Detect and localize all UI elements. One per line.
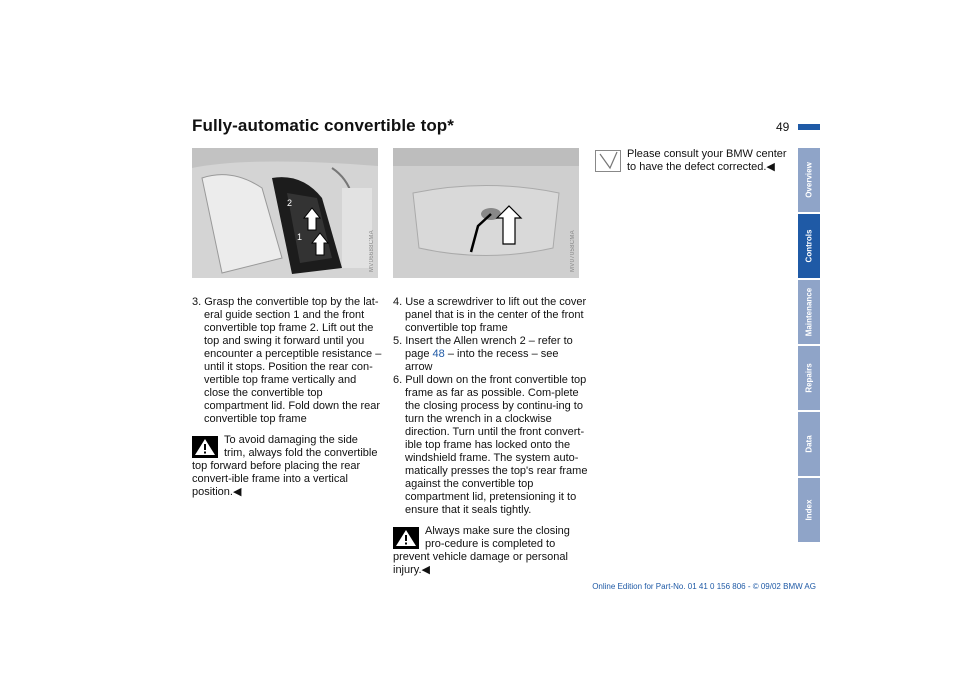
page-reference-link[interactable]: 48 (432, 348, 445, 360)
warning-note-text: Always make sure the closing pro-cedure is completed to prevent vehicle damage or personal injury.◀ (393, 525, 570, 576)
tab-controls[interactable] (798, 214, 820, 278)
figure-convertible-top-guide-drawing (192, 148, 378, 278)
section-tabs (798, 148, 820, 544)
tab-label: Repairs (804, 363, 814, 393)
warning-triangle-icon (192, 436, 218, 458)
step-4: 4. Use a screwdriver to lift out the cover panel that is in the center of the front convertible top frame (393, 296, 587, 334)
svg-text:2: 2 (287, 198, 293, 208)
tab-label: Index (804, 499, 814, 521)
page-marker (798, 124, 820, 130)
tab-label: Data (804, 435, 814, 453)
warning-note (393, 525, 589, 577)
tab-index[interactable] (798, 478, 820, 542)
warning-note (192, 434, 382, 499)
step-6: 6. Pull down on the front convertible top frame as far as possible. Com-plete the closing process by continu-ing to turn the wrench in a clockwise direction. Turn until the front convert-ible top frame has locked onto the windshield frame. The system auto-matically presses the top's rear frame against the convertible top compartment lid, pretensioning it to ensure that it seals tightly. (393, 374, 588, 516)
figure-convertible-top-guide (192, 148, 378, 278)
page-number: 49 (776, 120, 790, 134)
step-3: 3. Grasp the convertible top by the lat-eral guide section 1 and the front convertible top frame 2. Lift out the top and swing it forward until you encounter a perceptible resistance – until it stops. Position the rear con-vertible top frame vertically and close the convertible top compartment lid. Fold down the rear convertible top frame (192, 296, 382, 425)
step-5 (393, 335, 589, 374)
step-5-text: 5. Insert the Allen wrench 2 – refer to page (393, 335, 573, 360)
column-1 (192, 296, 382, 499)
svg-text:1: 1 (297, 232, 303, 242)
info-check-icon (595, 150, 621, 172)
warning-note-text: To avoid damaging the side trim, always fold the convertible top forward before placing the rear convert-ible frame into a vertical position.◀ (192, 434, 378, 498)
warning-triangle-icon (393, 527, 419, 549)
figure-id: MV06688CMA (369, 229, 375, 272)
step-5-text-end: – into the recess – see arrow (405, 348, 559, 373)
footer-edition: Online Edition for Part-No. 01 41 0 156 806 - © 09/02 BMW AG (592, 582, 816, 591)
tab-repairs[interactable] (798, 346, 820, 410)
tab-overview[interactable] (798, 148, 820, 212)
tab-data[interactable] (798, 412, 820, 476)
page-title: Fully-automatic convertible top* (192, 116, 455, 135)
info-note (595, 148, 790, 174)
column-2 (393, 296, 589, 577)
figure-front-top-frame-drawing (393, 148, 579, 278)
tab-label: Controls (804, 229, 814, 263)
tab-label: Overview (804, 162, 814, 198)
figure-front-top-frame (393, 148, 579, 278)
tab-label: Maintenance (804, 287, 814, 337)
info-note-text: Please consult your BMW center to have the defect corrected.◀ (627, 148, 787, 173)
tab-maintenance[interactable] (798, 280, 820, 344)
column-3 (595, 148, 790, 174)
figure-id: MV07058CMA (570, 229, 576, 272)
